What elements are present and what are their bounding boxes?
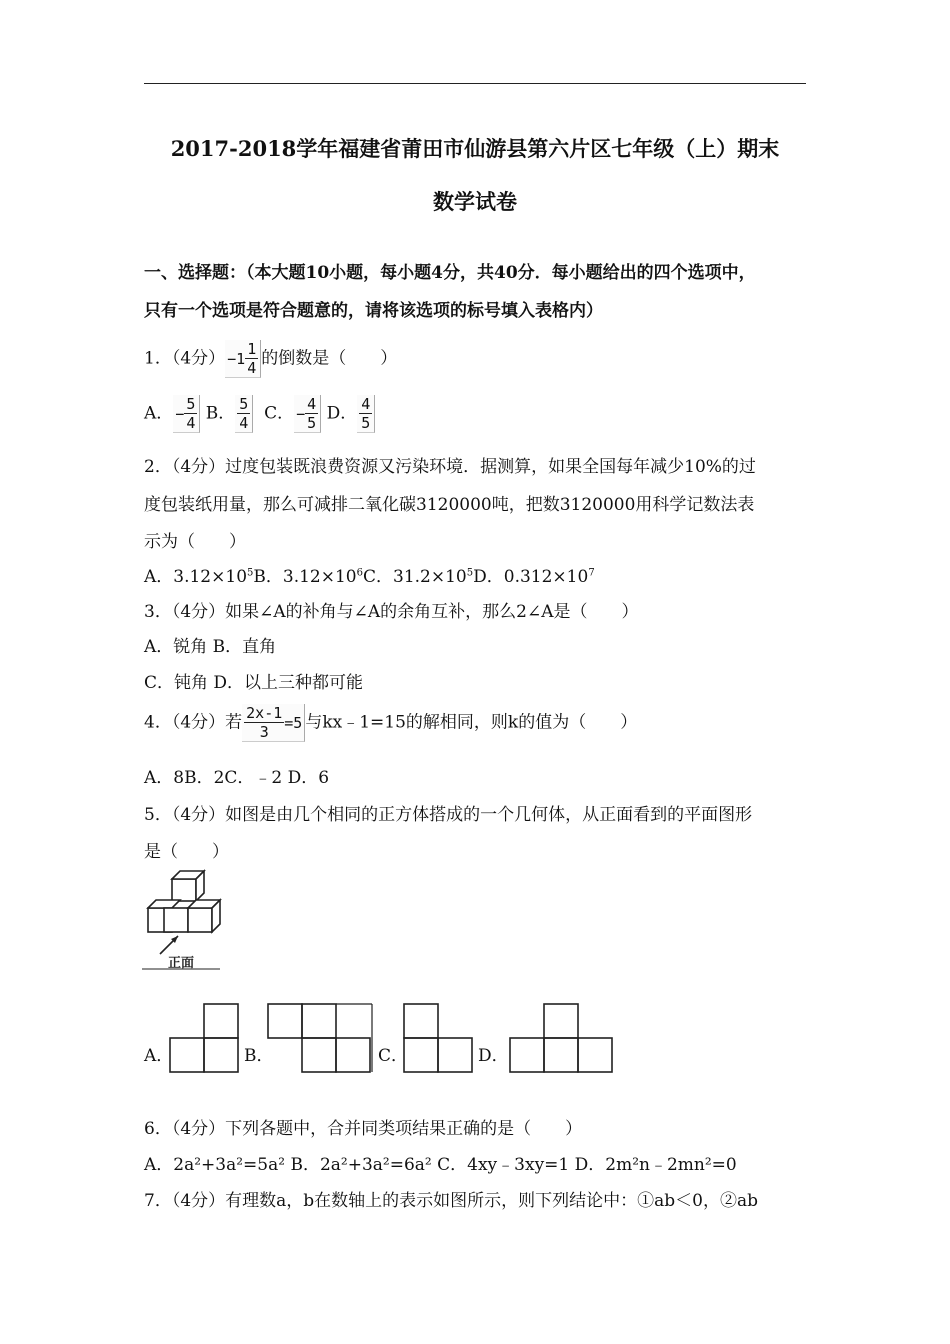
question-1 xyxy=(144,340,809,378)
q5-cube-figure xyxy=(142,866,222,972)
question-2-line2: 度包装纸用量，那么可减排二氧化碳3120000吨，把数3120000用科学记数法表 xyxy=(144,495,755,515)
q5-figure-label: 正面 xyxy=(168,956,195,971)
q2-option-d: D．0.312×10 xyxy=(473,567,589,587)
question-6: 6．（4分）下列各题中，合并同类项结果正确的是（ ） xyxy=(144,1119,583,1139)
q1-option-d-den: 5 xyxy=(361,414,371,432)
question-2-line3: 示为（ ） xyxy=(144,532,246,552)
q1-stem-suffix: 的倒数是（ ） xyxy=(261,348,398,369)
question-2-options xyxy=(144,562,809,587)
q5-option-b-figure xyxy=(266,1002,376,1076)
q1-option-a-label: A． xyxy=(144,403,174,424)
q1-option-a-den: 4 xyxy=(186,414,196,432)
q2-option-a: A．3.12×10 xyxy=(144,567,248,587)
q5-option-c-figure xyxy=(402,1002,478,1076)
q1-stem-prefix: 1．（4分） xyxy=(144,348,226,369)
q5-option-a-figure xyxy=(168,1002,242,1076)
page-title: 2017-2018学年福建省莆田市仙游县第六片区七年级（上）期末 xyxy=(170,136,780,161)
question-7: 7．（4分）有理数a，b在数轴上的表示如图所示，则下列结论中：①ab＜0，②ab xyxy=(144,1191,758,1211)
q4-stem-suffix: 与kx﹣1=15的解相同，则k的值为（ ） xyxy=(305,712,638,733)
q5-option-d-label: D． xyxy=(478,1046,509,1066)
q1-option-c-label: C． xyxy=(264,403,295,424)
question-3-options-cd: C．钝角 D．以上三种都可能 xyxy=(144,673,364,693)
q2-option-b: B．3.12×10 xyxy=(253,567,357,587)
q5-option-c-label: C． xyxy=(378,1046,409,1066)
q1-option-b-den: 4 xyxy=(239,414,249,432)
q1-option-c-fraction xyxy=(294,395,321,433)
q1-denominator: 4 xyxy=(247,359,257,377)
q4-equation xyxy=(242,704,305,742)
header-rule xyxy=(144,83,806,84)
question-3: 3．（4分）如果∠A的补角与∠A的余角互补，那么2∠A是（ ） xyxy=(144,602,639,622)
q1-option-d-label: D． xyxy=(326,403,358,424)
q2-option-c-exp: 5 xyxy=(466,567,474,579)
question-1-options xyxy=(144,395,809,433)
question-6-options: A．2a²+3a²=5a² B．2a²+3a²=6a² C．4xy﹣3xy=1 D．2m²n﹣2mn²=0 xyxy=(144,1155,737,1175)
section-heading: 一、选择题：（本大题10小题，每小题4分，共40分．每小题给出的四个选项中， xyxy=(144,263,756,283)
q1-option-c-sign: − xyxy=(296,404,306,423)
q5-option-a-label: A． xyxy=(144,1046,174,1066)
question-4-options: A．8B．2C．﹣2 D．6 xyxy=(144,768,330,788)
q2-option-d-exp: 7 xyxy=(588,567,595,579)
q1-option-a-fraction xyxy=(173,395,200,433)
question-5-line2: 是（ ） xyxy=(144,842,229,862)
q1-whole: −1 xyxy=(227,349,246,368)
q1-option-c-num: 4 xyxy=(307,395,317,413)
q4-rhs: =5 xyxy=(284,713,303,732)
q1-option-a-sign: − xyxy=(175,404,185,423)
q4-denominator: 3 xyxy=(259,723,269,741)
question-5: 5．（4分）如图是由几个相同的正方体搭成的一个几何体，从正面看到的平面图形 xyxy=(144,805,753,825)
page-title-line2: 数学试卷 xyxy=(433,189,517,214)
q1-fraction xyxy=(225,340,261,378)
question-3-options-ab: A．锐角 B．直角 xyxy=(144,637,277,657)
question-4 xyxy=(144,704,809,742)
q1-option-b-label: B． xyxy=(205,403,236,424)
section-heading-line2: 只有一个选项是符合题意的，请将该选项的标号填入表格内） xyxy=(144,301,603,321)
q2-option-a-exp: 5 xyxy=(247,567,254,579)
q1-option-d-num: 4 xyxy=(361,395,371,413)
q4-stem-prefix: 4．（4分）若 xyxy=(144,712,243,733)
q2-option-c: C．31.2×10 xyxy=(363,567,467,587)
q5-option-d-figure xyxy=(508,1002,618,1076)
q1-option-a-num: 5 xyxy=(186,395,196,413)
q1-option-d-fraction xyxy=(357,395,375,433)
q1-option-b-num: 5 xyxy=(239,395,249,413)
q1-mixed-fraction xyxy=(245,340,258,377)
q1-option-c-den: 5 xyxy=(307,414,317,432)
q1-option-b-fraction xyxy=(235,395,253,433)
q2-option-b-exp: 6 xyxy=(356,567,363,579)
q5-option-b-label: B． xyxy=(244,1046,274,1066)
q1-numerator: 1 xyxy=(247,340,257,358)
question-2: 2．（4分）过度包装既浪费资源又污染环境．据测算，如果全国每年减少10%的过 xyxy=(144,457,756,477)
q4-numerator: 2x-1 xyxy=(246,704,283,722)
